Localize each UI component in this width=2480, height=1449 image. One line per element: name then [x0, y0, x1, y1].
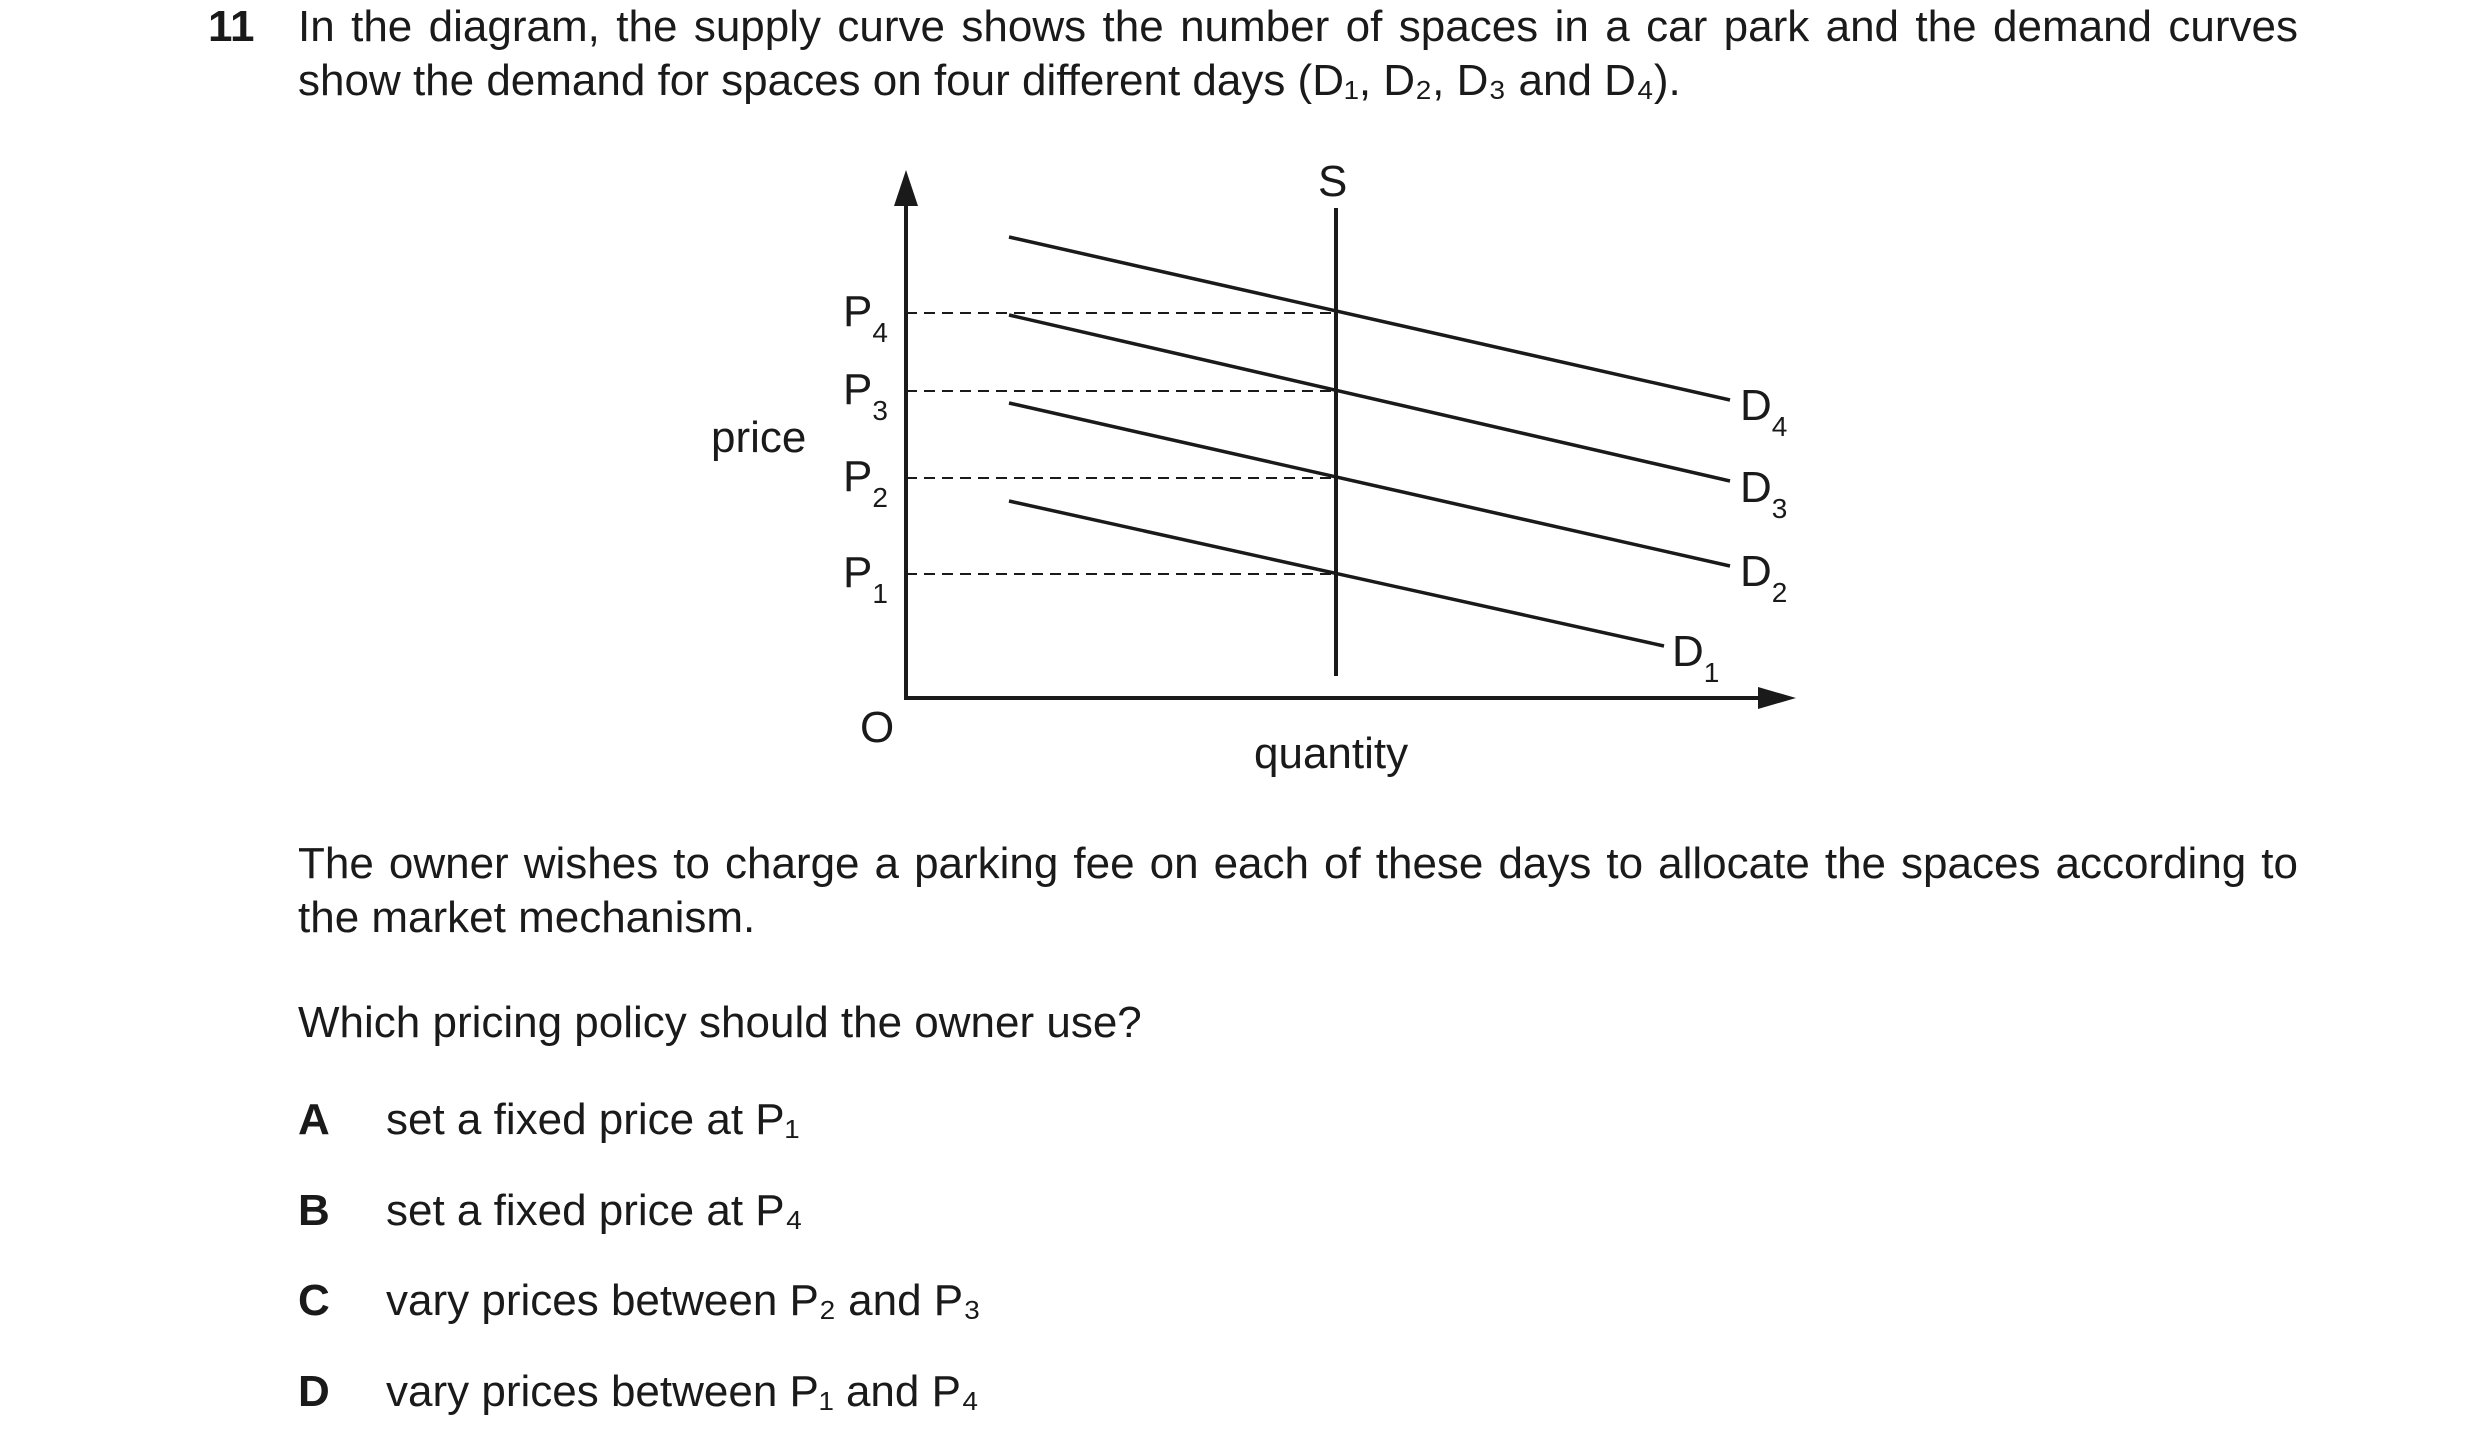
option-c-text[interactable]: vary prices between P₂ and P₃	[386, 1276, 982, 1325]
option-c-letter: C	[298, 1276, 330, 1325]
option-b-letter: B	[298, 1186, 330, 1235]
supply-label: S	[1318, 157, 1348, 206]
option-b-text[interactable]: set a fixed price at P₄	[386, 1186, 803, 1235]
y-axis-arrow-icon	[894, 170, 918, 206]
demand-label-d3: $D_3$	[1740, 463, 1788, 524]
x-axis-arrow-icon	[1758, 687, 1796, 709]
question-paragraph: The owner wishes to charge a parking fee on each of these days to allocate the spaces according to the market mechanism.	[298, 839, 2298, 942]
question-number: 11	[208, 2, 255, 51]
option-d-text[interactable]: vary prices between P₁ and P₄	[386, 1367, 979, 1416]
origin-label: O	[860, 703, 895, 752]
demand-label-d1: $D_1$	[1672, 627, 1720, 688]
demand-curve-d3	[1009, 315, 1730, 481]
question-prompt: Which pricing policy should the owner use?	[298, 998, 1142, 1047]
option-a-letter: A	[298, 1095, 330, 1144]
option-d-letter: D	[298, 1367, 330, 1416]
x-axis-label: quantity	[1254, 729, 1409, 778]
demand-label-d2: $D_2$	[1740, 547, 1788, 608]
price-label-p4: $P_4$	[843, 287, 888, 348]
option-a-text[interactable]: set a fixed price at P₁	[386, 1095, 800, 1144]
y-axis-label: price	[711, 413, 807, 462]
question-stem: In the diagram, the supply curve shows the number of spaces in a car park and the demand curves show the demand for spaces on four different days (D₁, D₂, D₃ and D₄).	[298, 2, 2298, 105]
demand-label-d4: $D_4$	[1740, 381, 1788, 442]
demand-curve-d4	[1009, 237, 1730, 400]
demand-curve-d2	[1009, 403, 1730, 566]
price-label-p3: $P_3$	[843, 365, 888, 426]
price-label-p2: $P_2$	[843, 452, 888, 513]
price-label-p1: $P_1$	[843, 548, 888, 609]
